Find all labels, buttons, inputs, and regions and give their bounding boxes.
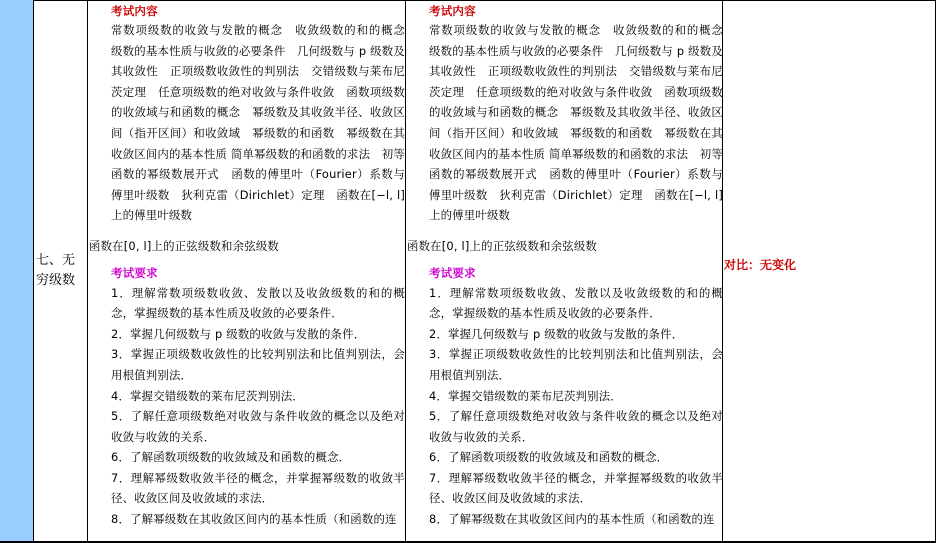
requirement-item: 5．了解任意项级数绝对收敛与条件收敛的概念以及绝对收敛与收敛的关系． [429,409,723,444]
content-tail: 函数在[0, l]上的正弦级数和余弦级数 [407,238,598,253]
requirement-item: 1．理解常数项级数收敛、发散以及收敛级数的和的概念，掌握级数的基本性质及收敛的必要条件． [111,285,405,321]
requirement-item: 3．掌握正项级数收敛性的比较判别法和比值判别法，会用根值判别法． [111,347,405,382]
requirement-item: 5．了解任意项级数绝对收敛与条件收敛的概念以及绝对收敛与收敛的关系． [111,409,405,444]
requirements-heading: 考试要求 [429,265,476,280]
requirement-item: 4．掌握交错级数的莱布尼茨判别法． [111,388,304,403]
requirements-heading: 考试要求 [111,265,158,280]
comparison-note: 对比：无变化 [724,258,797,272]
requirement-item: 6．了解函数项级数的收敛域及和函数的概念． [111,450,351,465]
requirement-item: 8．了解幂级数在其收敛区间内的基本性质（和函数的连 [111,512,397,527]
new-syllabus-cell [406,0,735,543]
content-heading: 考试内容 [429,4,476,18]
row-marker-bar [0,0,34,543]
topic-cell [34,0,88,543]
content-heading: 考试内容 [111,4,158,18]
requirement-item: 2．掌握几何级数与 p 级数的收敛与发散的条件． [111,326,366,341]
requirement-item: 2．掌握几何级数与 p 级数的收敛与发散的条件． [429,326,684,341]
requirement-item: 8．了解幂级数在其收敛区间内的基本性质（和函数的连 [429,512,715,527]
requirement-item: 7．理解幂级数收敛半径的概念，并掌握幂级数的收敛半径、收敛区间及收敛域的求法． [429,470,723,506]
requirement-item: 6．了解函数项级数的收敛域及和函数的概念． [429,450,669,465]
content-text: 常数项级数的收敛与发散的概念 收敛级数的和的概念 级数的基本性质与收敛的必要条件 几何级数与 p 级数及其收敛性 正项级数收敛性的判别法 交错级数与莱布尼茨定理 任意项级数的绝对收敛与条件收敛 函数项级数的收敛域与和函数的概念 幂级数及其收敛半径、收敛区间（指开区间）和收敛域 幂级数的和函数 幂级数在其收敛区间内的基本性质 简单幂级数的和函数的求法 初等函数的幂级数展开式 函数的傅里叶（Fourier）系数与傅里叶级数 狄利克雷（Dirichlet）定理 函数在[−l, l]上的傅里叶级数 [111,23,417,223]
requirement-item: 3．掌握正项级数收敛性的比较判别法和比值判别法，会用根值判别法． [429,347,723,382]
content-text: 常数项级数的收敛与发散的概念 收敛级数的和的概念 级数的基本性质与收敛的必要条件 几何级数与 p 级数及其收敛性 正项级数收敛性的判别法 交错级数与莱布尼茨定理 任意项级数的绝对收敛与条件收敛 函数项级数的收敛域与和函数的概念 幂级数及其收敛半径、收敛区间（指开区间）和收敛域 幂级数的和函数 幂级数在其收敛区间内的基本性质 简单幂级数的和函数的求法 初等函数的幂级数展开式 函数的傅里叶（Fourier）系数与傅里叶级数 狄利克雷（Dirichlet）定理 函数在[−l, l]上的傅里叶级数 [429,23,735,223]
comparison-cell [723,0,936,543]
requirement-item: 1．理解常数项级数收敛、发散以及收敛级数的和的概念，掌握级数的基本性质及收敛的必要条件． [429,285,723,321]
topic-label: 七、无穷级数 [36,253,76,288]
requirement-item: 7．理解幂级数收敛半径的概念，并掌握幂级数的收敛半径、收敛区间及收敛域的求法． [111,470,405,506]
old-syllabus-cell [88,0,417,543]
requirement-item: 4．掌握交错级数的莱布尼茨判别法． [429,388,622,403]
content-tail: 函数在[0, l]上的正弦级数和余弦级数 [89,238,280,253]
